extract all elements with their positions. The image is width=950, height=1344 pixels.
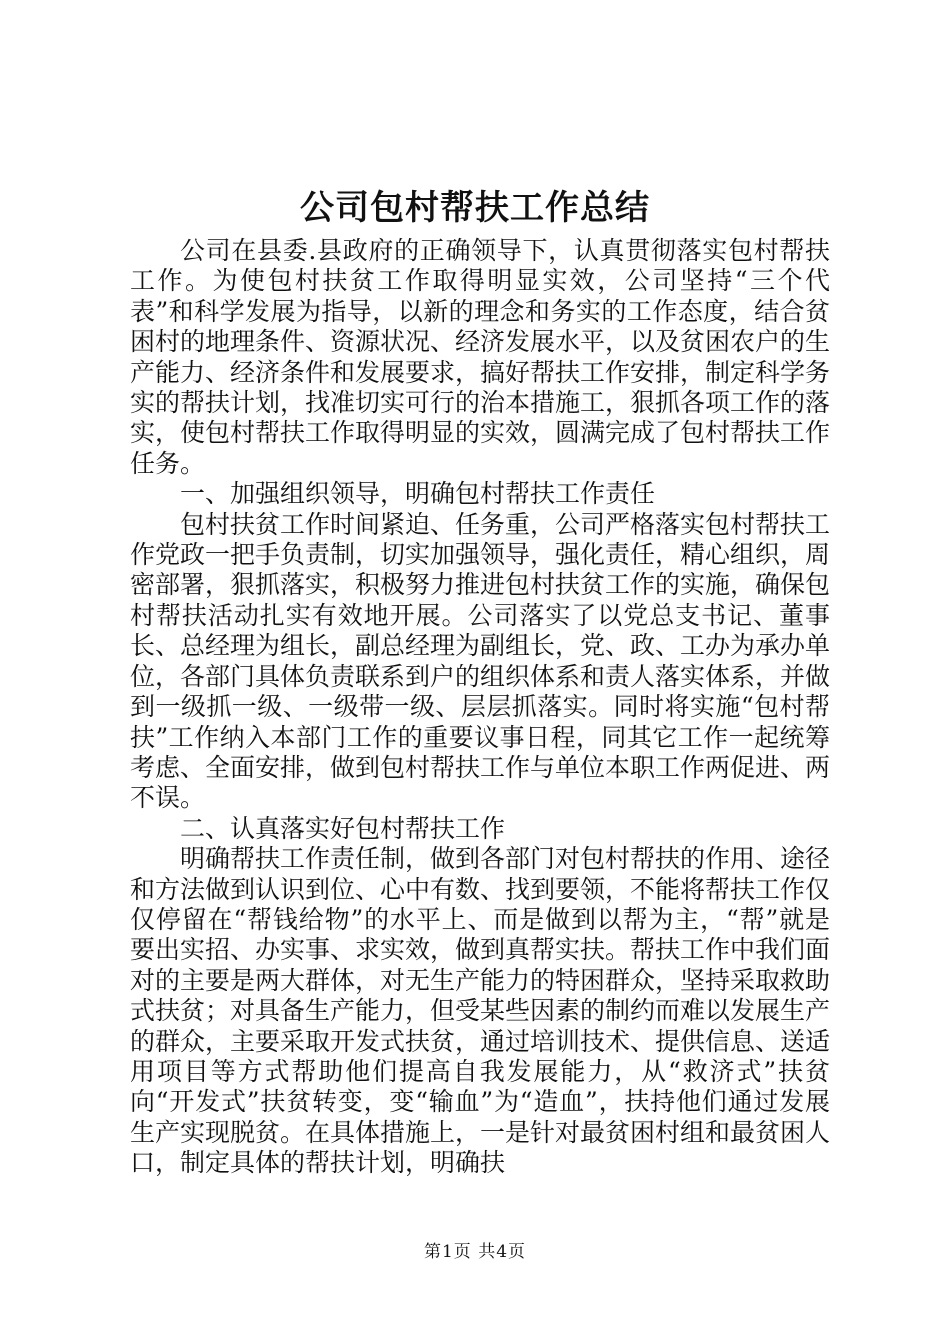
section-heading-1: 一、加强组织领导，明确包村帮扶工作责任	[180, 479, 656, 509]
page-footer: 第1页 共4页	[423, 1242, 527, 1262]
document-body	[130, 236, 830, 1179]
document-title: 公司包村帮扶工作总结	[300, 188, 650, 228]
paragraph-intro: 公司在县委.县政府的正确领导下，认真贯彻落实包村帮扶工作。为使包村扶贫工作取得明显实效，公司坚持“三个代表”和科学发展为指导，以新的理念和务实的工作态度，结合贫困村的地理条件、资源状况、经济发展水平，以及贫困农户的生产能力、经济条件和发展要求，搞好帮扶工作安排，制定科学务实的帮扶计划，找准切实可行的治本措施工，狠抓各项工作的落实，使包村帮扶工作取得明显的实效，圆满完成了包村帮扶工作任务。	[130, 236, 831, 478]
section-heading-2: 二、认真落实好包村帮扶工作	[180, 813, 506, 843]
paragraph-section-1: 包村扶贫工作时间紧迫、任务重，公司严格落实包村帮扶工作党政一把手负责制，切实加强领导，强化责任，精心组织，周密部署，狠抓落实，积极努力推进包村扶贫工作的实施，确保包村帮扶活动扎实有效地开展。公司落实了以党总支书记、董事长、总经理为组长，副总经理为副组长，党、政、工办为承办单位，各部门具体负责联系到户的组织体系和责人落实体系，并做到一级抓一级、一级带一级、层层抓落实。同时将实施“包村帮扶”工作纳入本部门工作的重要议事日程，同其它工作一起统筹考虑、全面安排，做到包村帮扶工作与单位本职工作两促进、两不误。	[130, 509, 831, 813]
paragraph-section-2: 明确帮扶工作责任制，做到各部门对包村帮扶的作用、途径和方法做到认识到位、心中有数、找到要领，不能将帮扶工作仅仅停留在“帮钱给物”的水平上、而是做到以帮为主，“帮”就是要出实招、办实事、求实效，做到真帮实扶。帮扶工作中我们面对的主要是两大群体，对无生产能力的特困群众，坚持采取救助式扶贫；对具备生产能力，但受某些因素的制约而难以发展生产的群众，主要采取开发式扶贫，通过培训技术、提供信息、送适用项目等方式帮助他们提高自我发展能力，从“救济式”扶贫向“开发式”扶贫转变，变“输血”为“造血”，扶持他们通过发展生产实现脱贫。在具体措施上，一是针对最贫困村组和最贫困人口，制定具体的帮扶计划，明确扶	[130, 844, 831, 1178]
